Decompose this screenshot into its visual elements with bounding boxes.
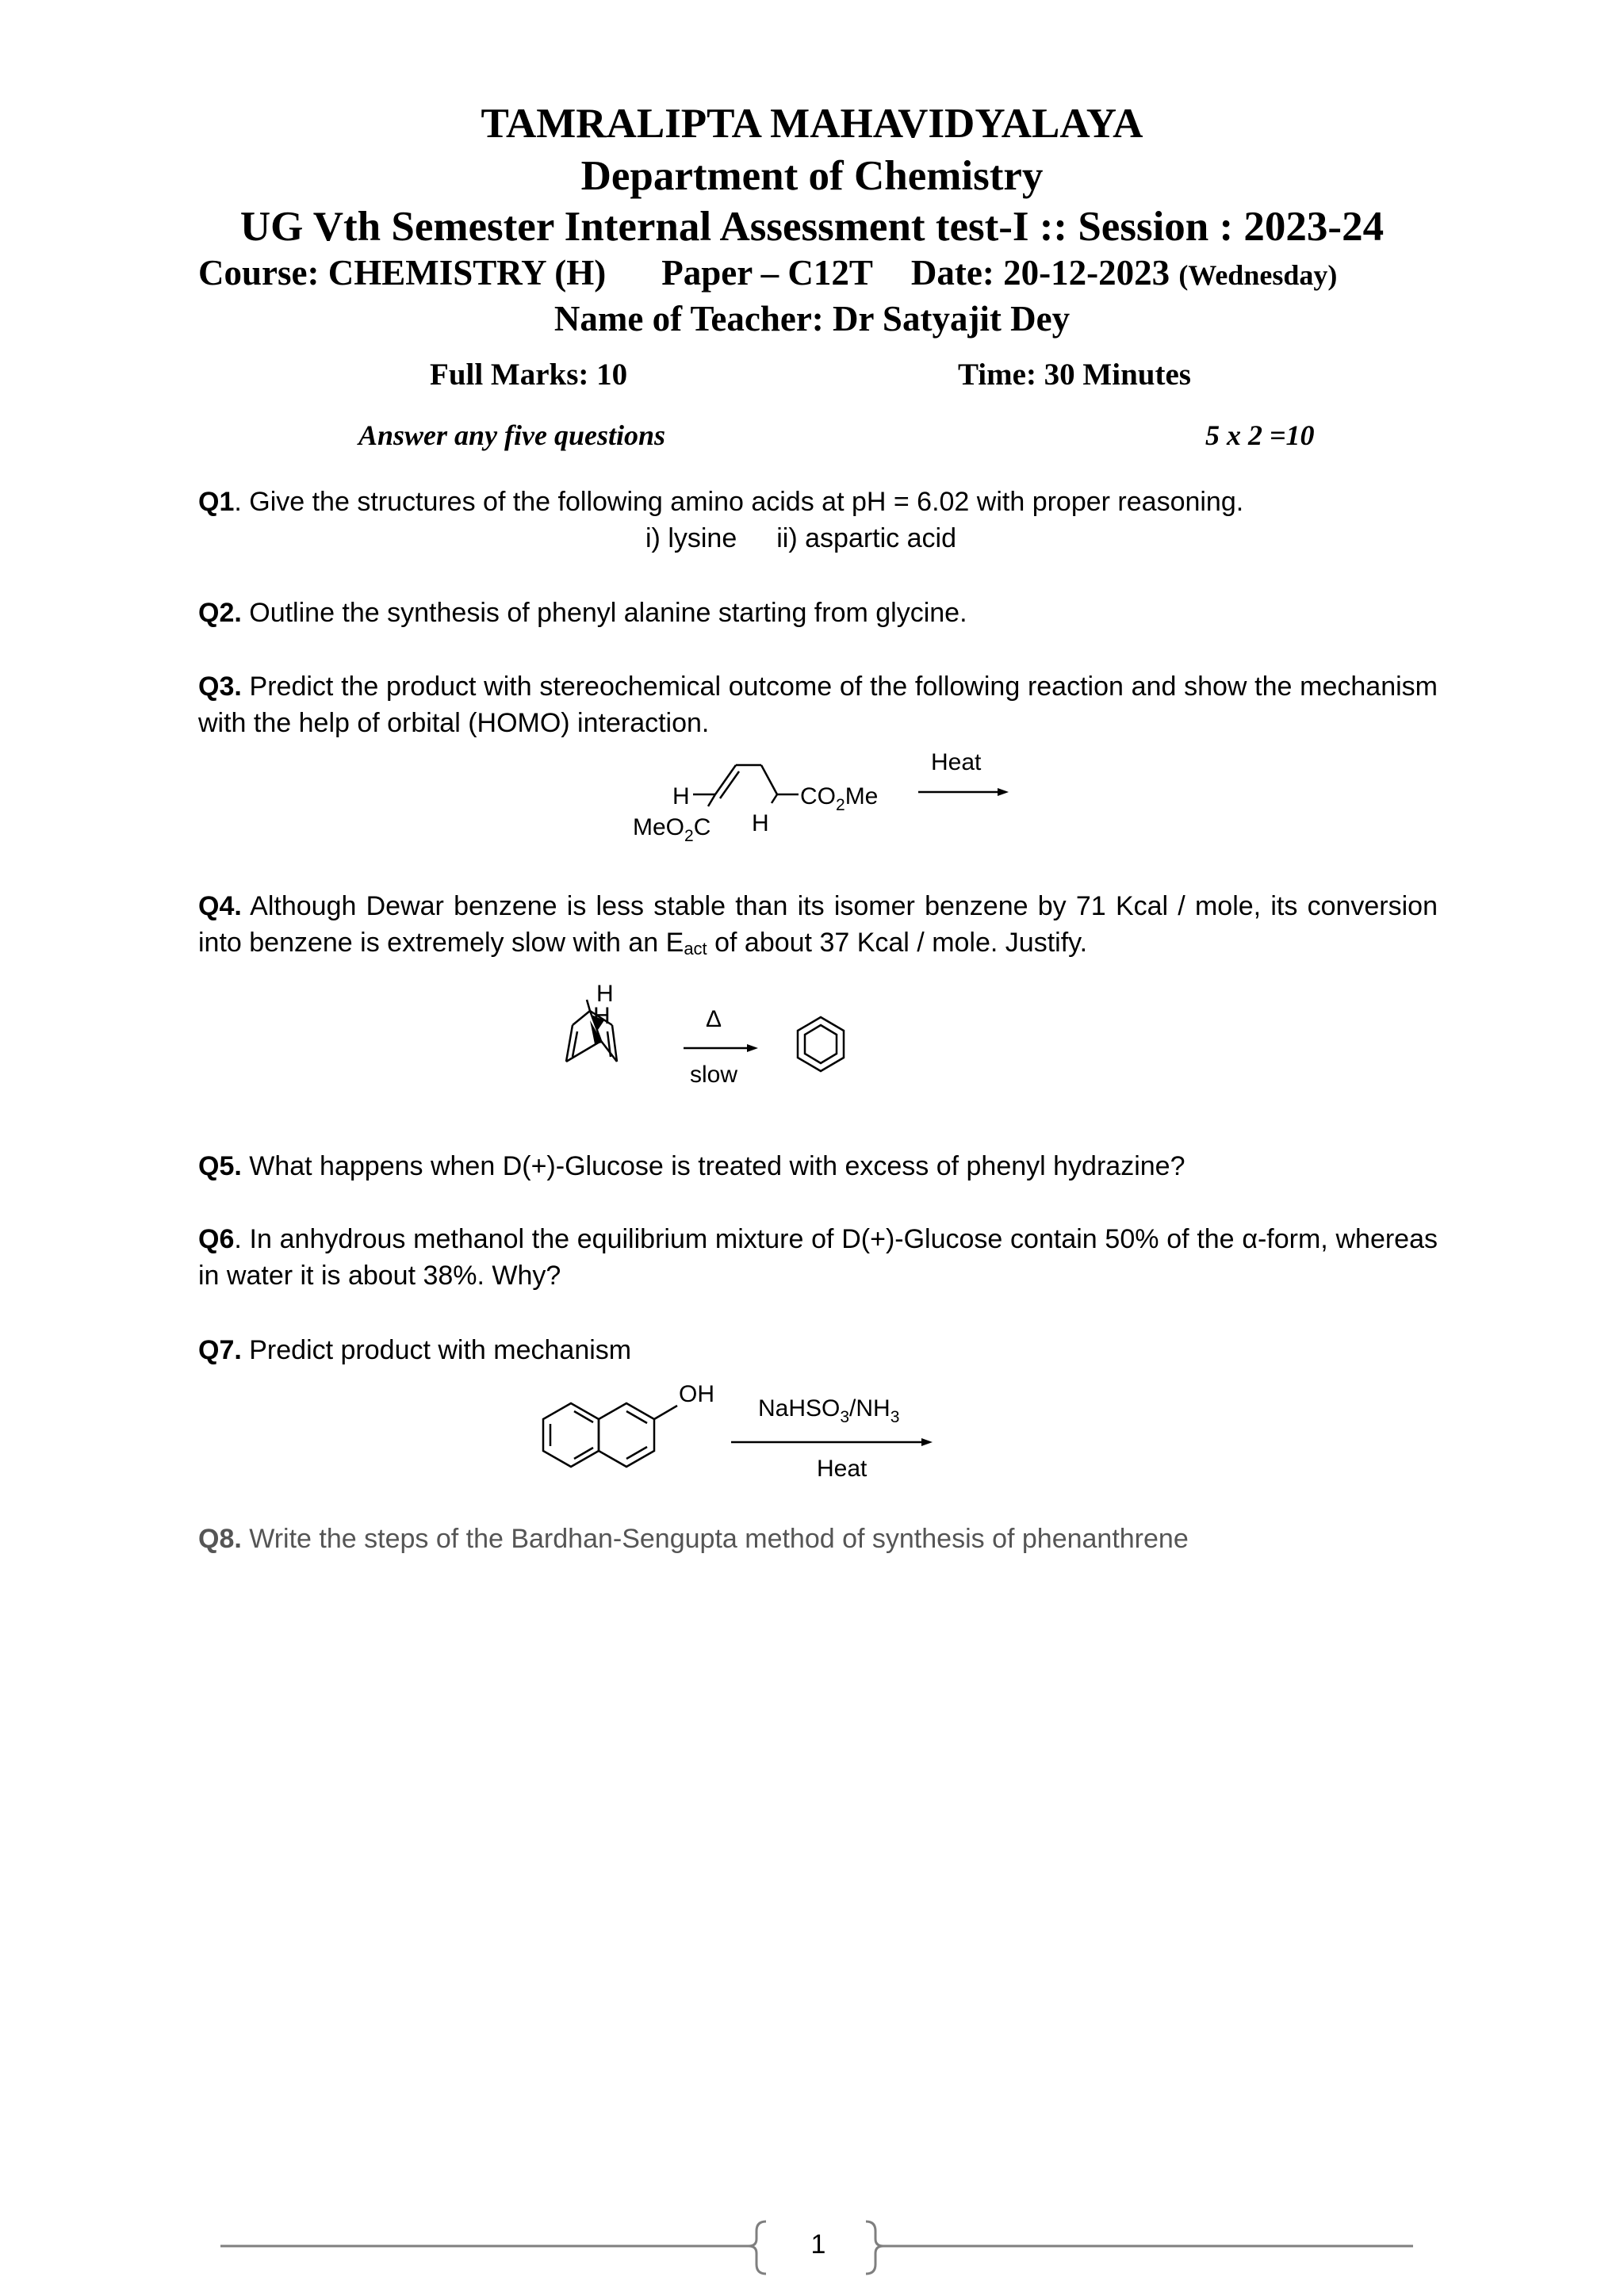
question-label: Q3. [198,672,242,702]
h-label: H [596,981,614,1007]
question-text: Write the steps of the Bardhan-Sengupta method of synthesis of phenanthrene [241,1524,1189,1554]
instruction: Answer any five questions [358,419,666,451]
department-name: Department of Chemistry [580,153,1044,199]
question-label: Q4. [198,891,242,921]
question-5 [198,1148,1438,1184]
question-text: . In anhydrous methanol the equilibrium mixture of D(+)-Glucose contain 50% of the α-form, whereas in water it is about 38%. Why? [198,1224,1438,1291]
page-number: 1 [810,2229,826,2260]
hydroxyl-group: OH [679,1381,714,1407]
question-4 [198,888,1438,967]
question-text: Outline the synthesis of phenyl alanine starting from glycine. [241,598,967,628]
question-label: Q2. [198,598,242,628]
paper: Paper – C12T [661,253,873,293]
question-label: Q5. [198,1151,242,1181]
question-text: . Give the structures of the following amino acids at pH = 6.02 with proper reasoning. [234,487,1244,517]
reaction-condition: Heat [931,749,982,775]
q3-reaction-scheme [619,741,1031,852]
teacher-name: Name of Teacher: Dr Satyajit Dey [553,299,1071,339]
question-6 [198,1221,1438,1294]
h-label: H [752,810,769,836]
option-ii: ii) aspartic acid [776,523,956,553]
question-1-options [645,520,956,557]
q4-reaction-scheme [555,979,872,1098]
question-1 [198,484,1438,520]
question-2 [198,595,1438,631]
question-text: of about 37 Kcal / mole. Justify. [707,928,1088,958]
question-label: Q8. [198,1524,242,1554]
reaction-condition: slow [690,1062,738,1088]
question-text: Predict the product with stereochemical outcome of the following reaction and show the mechanism with the help of orbital (HOMO) interaction. [198,672,1438,738]
question-8 [198,1521,1438,1557]
question-text: Predict product with mechanism [241,1335,632,1365]
q7-reaction-scheme [515,1372,959,1490]
reagent: $NaHSO_3/NH_3$ [758,1395,900,1426]
question-label: Q6 [198,1224,235,1254]
question-7 [198,1332,1438,1368]
full-marks: Full Marks: 10 [430,358,628,392]
option-i: i) lysine [645,523,737,553]
question-label: Q1 [198,487,235,517]
time-allowed: Time: 30 Minutes [958,358,1191,392]
right-brace-icon [866,2221,883,2274]
h-label: H [593,1003,611,1029]
course-line [198,252,1337,293]
exam-date: Date: 20-12-2023 [910,253,1170,293]
question-text: Although Dewar benzene is less stable than its isomer benzene by 71 Kcal / mole, its conversion into benzene is extremely slow with an E [198,891,1438,958]
heat-symbol: Δ [706,1006,722,1032]
left-brace-icon [749,2221,766,2274]
reaction-condition: Heat [817,1456,868,1482]
marks-scheme: 5 x 2 =10 [1205,419,1315,451]
exam-title: UG Vth Semester Internal Assessment test-I :: Session : 2023-24 [239,204,1385,250]
subscript: act [684,939,707,959]
ester-group: $CO_2Me$ [800,783,879,814]
h-label: H [672,783,690,809]
ester-group: MeO$_2$C [633,814,711,845]
college-name: TAMRALIPTA MAHAVIDYALAYA [481,101,1143,147]
exam-day: (Wednesday) [1178,259,1338,291]
question-text: What happens when D(+)-Glucose is treated with excess of phenyl hydrazine? [241,1151,1185,1181]
course: Course: CHEMISTRY (H) [198,253,607,293]
question-label: Q7. [198,1335,242,1365]
question-3 [198,668,1438,741]
